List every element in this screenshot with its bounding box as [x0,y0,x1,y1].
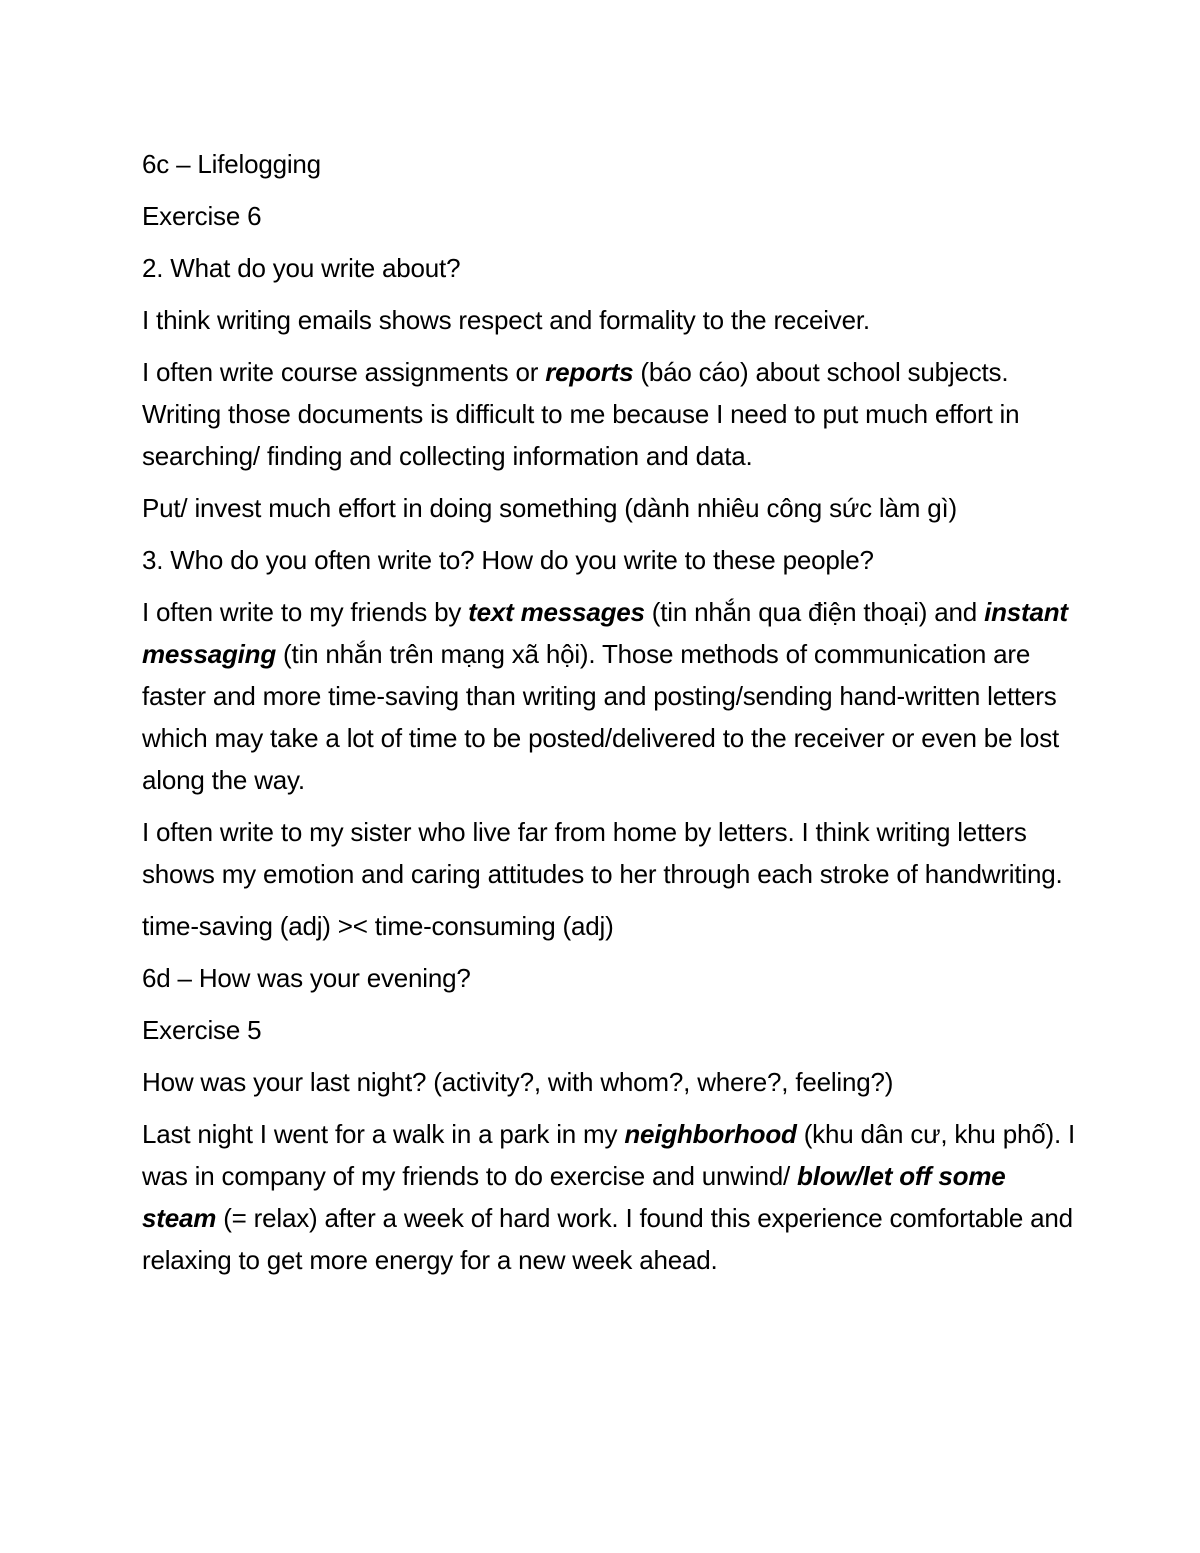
text-segment: (khu dân cư, khu phố). I was in company of my friends to do exercise and unwind/ [142,1119,1076,1191]
text-segment: (= relax) after a week of hard work. I found this experience comfortable and relaxing to get more energy for a new week ahead. [142,1203,1073,1275]
vocab-term-instant-messaging: instant messaging [142,597,1068,669]
vocab-term-reports: reports [545,357,634,387]
paragraph-walk [142,1113,1082,1281]
text-segment: (tin nhắn qua điện thoại) and [644,597,985,627]
paragraph-sister: I often write to my sister who live far from home by letters. I think writing letters shows my emotion and caring attitudes to her through each stroke of handwriting. [142,817,1063,889]
question-last-night: How was your last night? (activity?, with whom?, where?, feeling?) [142,1067,894,1097]
text-segment: I often write course assignments or [142,357,546,387]
vocab-term-neighborhood: neighborhood [624,1119,797,1149]
exercise-heading-5: Exercise 5 [142,1015,262,1045]
document-body [142,143,1082,1291]
vocab-term-blow-off-steam: blow/let off some steam [142,1161,1006,1233]
paragraph-effort: Put/ invest much effort in doing something (dành nhiêu công sức làm gì) [142,493,957,523]
text-segment: I often write to my friends by [142,597,469,627]
question-3: 3. Who do you often write to? How do you write to these people? [142,545,874,575]
paragraph-time-saving: time-saving (adj) >< time-consuming (adj) [142,911,614,941]
paragraph-emails: I think writing emails shows respect and formality to the receiver. [142,305,870,335]
exercise-heading-6: Exercise 6 [142,201,262,231]
question-2: 2. What do you write about? [142,253,461,283]
paragraph-reports [142,351,1082,477]
section-heading-6c: 6c – Lifelogging [142,149,321,179]
text-segment: Last night I went for a walk in a park in my [142,1119,625,1149]
section-heading-6d: 6d – How was your evening? [142,963,471,993]
text-segment: (báo cáo) about school subjects. Writing those documents is difficult to me because I need to put much effort in searching/ finding and collecting information and data. [142,357,1020,471]
vocab-term-text-messages: text messages [468,597,645,627]
paragraph-friends [142,591,1082,801]
text-segment: (tin nhắn trên mạng xã hội). Those methods of communication are faster and more time-saving than writing and posting/sending hand-written letters which may take a lot of time to be posted/delivered to the receiver or even be lost along the way. [142,639,1060,795]
